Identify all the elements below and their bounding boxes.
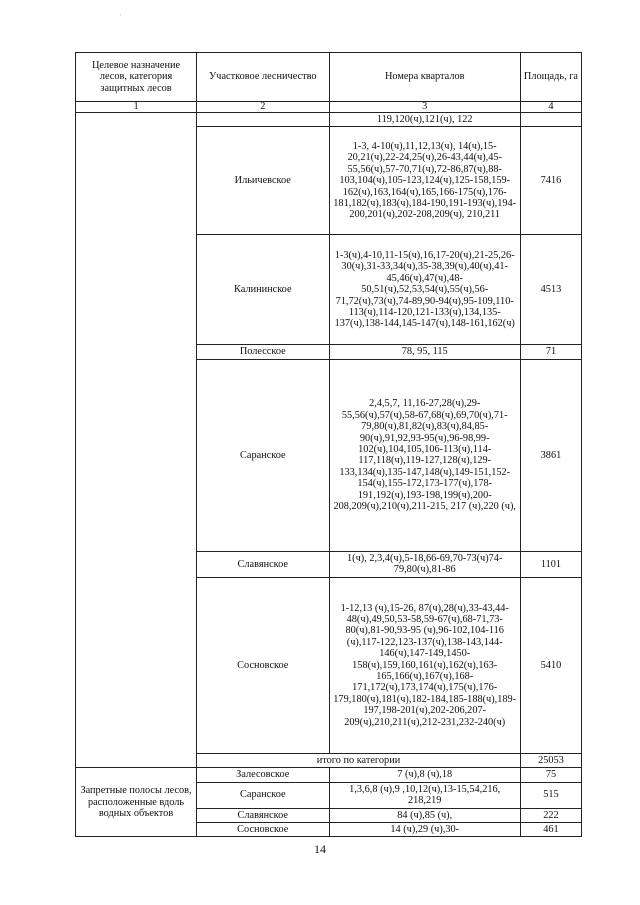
area-value: 75 [520,768,581,782]
header-quarters: Номера кварталов [329,53,520,102]
area-value: 222 [520,808,581,822]
table-row [76,113,582,127]
district-name: Славянское [197,551,329,577]
area-value: 5410 [520,577,581,753]
forest-quarters-table [75,52,582,837]
column-number-row [76,102,582,113]
quarter-numbers: 1,3,6,8 (ч),9 ,10,12(ч),13-15,54,216, 218,219 [329,782,520,808]
page-number: 14 [314,842,326,856]
area-value: 4513 [520,235,581,345]
district-name: Сосновское [197,823,329,837]
quarter-numbers: 1-3(ч),4-10,11-15(ч),16,17-20(ч),21-25,26-30(ч),31-33,34(ч),35-38,39(ч),40(ч),41-45,46(ч),47(ч),48-50,51(ч),52,53,54(ч),55(ч),56-71,72(ч),73(ч),74-89,90-94(ч),95-109,110-113(ч),114-120,121-133(ч),134,135-137(ч),138-144,145-147(ч),148-161,162(ч) [329,235,520,345]
district-name: Залесовское [197,768,329,782]
district-name: Сосновское [197,577,329,753]
category-label: Запретные полосы лесов, расположенные вдоль водных объектов [76,768,197,837]
district-name: Калининское [197,235,329,345]
area-value: 3861 [520,359,581,551]
area-value: 515 [520,782,581,808]
district-name: Полесское [197,345,329,359]
total-area: 25053 [520,753,581,767]
district-name: Саранское [197,359,329,551]
table-header-row [76,53,582,102]
quarter-numbers: 78, 95, 115 [329,345,520,359]
quarter-numbers: 14 (ч),29 (ч),30- [329,823,520,837]
quarter-numbers: 84 (ч),85 (ч), [329,808,520,822]
column-number: 2 [197,102,329,113]
area-value: 71 [520,345,581,359]
quarter-numbers: 1-3, 4-10(ч),11,12,13(ч), 14(ч),15-20,21(ч),22-24,25(ч),26-43,44(ч),45-55,56(ч),57-70,71(ч),72-86,87(ч),88-103,104(ч),105-123,124(ч),125-158,159-162(ч),163,164(ч),165,166-175(ч),176-181,182(ч),183(ч),184-190,191-193(ч),194-200,201(ч),202-208,209(ч), 210,211 [329,127,520,235]
district-name: Ильичевское [197,127,329,235]
quarter-numbers: 1(ч), 2,3,4(ч),5-18,66-69,70-73(ч)74-79,80(ч),81-86 [329,551,520,577]
area-value: 1101 [520,551,581,577]
scan-mark: ' [120,14,122,20]
district-name: Саранское [197,782,329,808]
header-district: Участковое лесничество [197,53,329,102]
category-cell-empty [76,113,197,768]
area-value: 461 [520,823,581,837]
district-name: Славянское [197,808,329,822]
header-purpose: Целевое назначение лесов, категория защитных лесов [76,53,197,102]
column-number: 1 [76,102,197,113]
column-number: 4 [520,102,581,113]
area-value [520,113,581,127]
district-name [197,113,329,127]
table-row [76,768,582,782]
quarter-numbers: 119,120(ч),121(ч), 122 [329,113,520,127]
area-value: 7416 [520,127,581,235]
column-number: 3 [329,102,520,113]
header-area: Площадь, га [520,53,581,102]
quarter-numbers: 2,4,5,7, 11,16-27,28(ч),29-55,56(ч),57(ч),58-67,68(ч),69,70(ч),71-79,80(ч),81,82(ч),83(ч),84,85-90(ч),91,92,93-95(ч),96-98,99-102(ч),104,105,106-113(ч),114-117,118(ч),119-127,128(ч),129-133,134(ч),135-147,148(ч),149-151,152-154(ч),155-172,173-177(ч),178-191,192(ч),193-198,199(ч),200-208,209(ч),210(ч),211-215, 217 (ч),220 (ч), [329,359,520,551]
total-label: итого по категории [197,753,521,767]
quarter-numbers: 1-12,13 (ч),15-26, 87(ч),28(ч),33-43,44-48(ч),49,50,53-58,59-67(ч),68-71,73-80(ч),81-90,93-95 (ч),96-102,104-116 (ч),117-122,123-137(ч),138-143,144-146(ч),147-149,1450-158(ч),159,160,161(ч),162(ч),163-165,166(ч),167(ч),168-171,172(ч),173,174(ч),175(ч),176-179,180(ч),181(ч),182-184,185-188(ч),189-197,198-201(ч),202-206,207-209(ч),210,211(ч),212-231,232-240(ч) [329,577,520,753]
quarter-numbers: 7 (ч),8 (ч),18 [329,768,520,782]
